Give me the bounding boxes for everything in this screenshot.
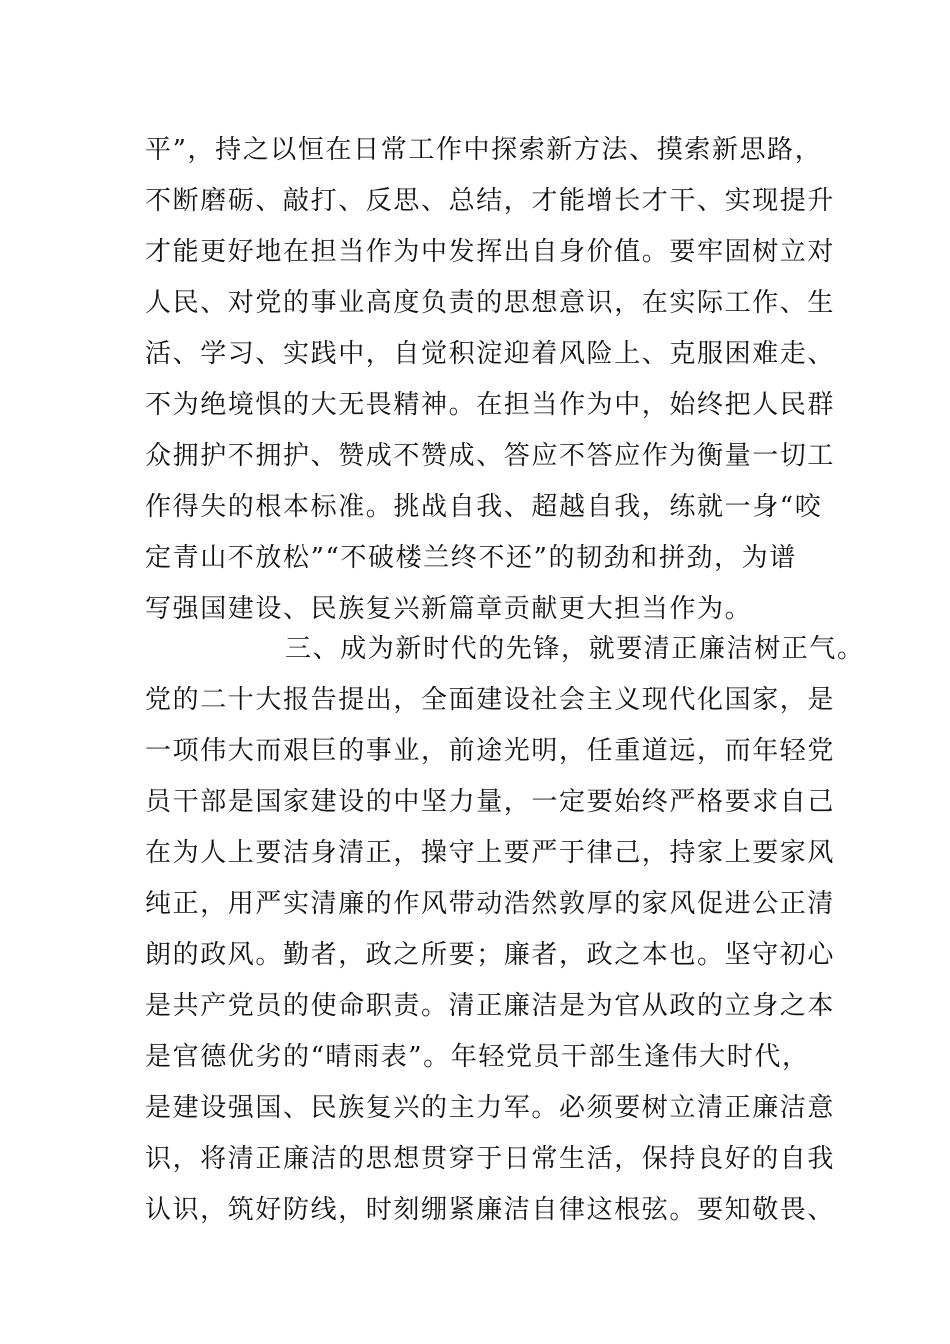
text-line: 不为绝境惧的大无畏精神。在担当作为中，始终把人民群 [145,390,836,420]
text-line: 员干部是国家建设的中坚力量，一定要始终严格要求自己 [145,787,836,817]
text-line: 是建设强国、民族复兴的主力军。必须要树立清正廉洁意 [145,1093,836,1123]
text-line: 识，将清正廉洁的思想贯穿于日常生活，保持良好的自我 [145,1144,836,1174]
text-line: 是共产党员的使命职责。清正廉洁是为官从政的立身之本 [145,991,836,1021]
text-line: 活、学习、实践中，自觉积淀迎着风险上、克服困难走、 [145,339,836,369]
text-line: 不断磨砺、敲打、反思、总结，才能增长才干、实现提升 [145,186,836,216]
text-line: 才能更好地在担当作为中发挥出自身价值。要牢固树立对 [145,237,836,267]
text-line: 朗的政风。勤者，政之所要；廉者，政之本也。坚守初心 [145,940,836,970]
text-line: 认识，筑好防线，时刻绷紧廉洁自律这根弦。要知敬畏、 [145,1195,836,1225]
text-line: 在为人上要洁身清正，操守上要严于律己，持家上要家风 [145,838,836,868]
text-line: 写强国建设、民族复兴新篇章贡献更大担当作为。 [145,594,753,624]
text-line: 是官德优劣的“晴雨表”。年轻党员干部生逢伟大时代， [145,1042,810,1072]
text-line: 众拥护不拥护、赞成不赞成、答应不答应作为衡量一切工 [145,441,836,471]
text-line: 一项伟大而艰巨的事业，前途光明，任重道远，而年轻党 [145,736,836,766]
text-line: 纯正，用严实清廉的作风带动浩然敦厚的家风促进公正清 [145,889,836,919]
text-line: 人民、对党的事业高度负责的思想意识，在实际工作、生 [145,288,836,318]
section-heading: 三、成为新时代的先锋，就要清正廉洁树正气。 [285,634,865,664]
text-line: 作得失的根本标准。挑战自我、超越自我，练就一身“咬 [145,492,823,522]
text-line: 平”，持之以恒在日常工作中探索新方法、摸索新思路， [145,135,823,165]
text-line: 定青山不放松”“不破楼兰终不还”的韧劲和拼劲，为谱 [145,543,797,573]
text-line: 党的二十大报告提出，全面建设社会主义现代化国家，是 [145,685,836,715]
